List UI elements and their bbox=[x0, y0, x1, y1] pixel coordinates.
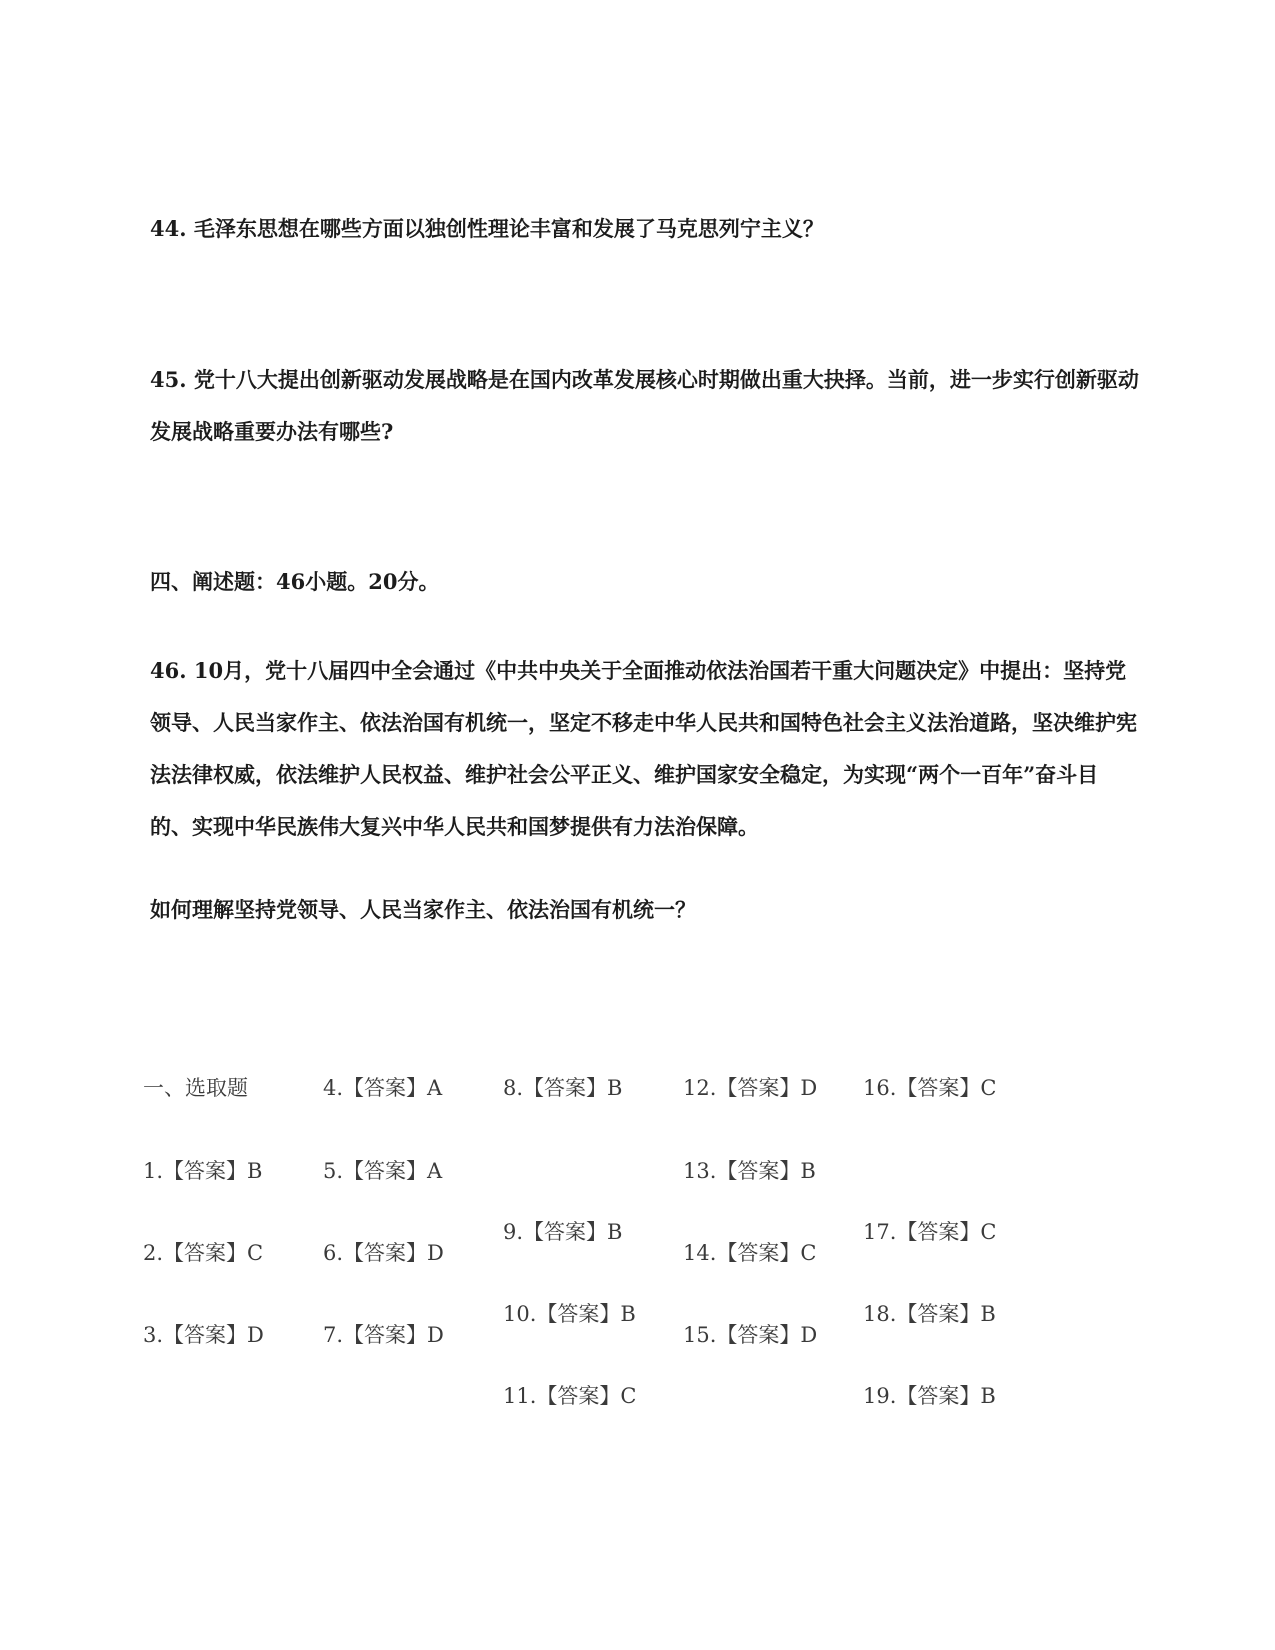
answer-item: 19.【答案】B bbox=[863, 1384, 996, 1408]
answer-item: 13.【答案】B bbox=[683, 1159, 816, 1183]
question-46-prompt: 如何理解坚持党领导、人民当家作主、依法治国有机统一？ bbox=[150, 897, 696, 922]
question-44: 44. 毛泽东思想在哪些方面以独创性理论丰富和发展了马克思列宁主义？ bbox=[150, 216, 824, 241]
answer-item: 9.【答案】B bbox=[503, 1220, 623, 1244]
answer-item: 16.【答案】C bbox=[863, 1076, 997, 1100]
answer-item: 11.【答案】C bbox=[503, 1384, 637, 1408]
answer-item: 14.【答案】C bbox=[683, 1241, 817, 1265]
section-heading-essay: 四、阐述题：46小题。20分。 bbox=[150, 569, 440, 594]
answer-item: 12.【答案】D bbox=[683, 1076, 818, 1100]
answer-item: 2.【答案】C bbox=[143, 1241, 264, 1265]
question-45: 45. 党十八大提出创新驱动发展战略是在国内改革发展核心时期做出重大抉择。当前，进一步实行创新驱动发展战略重要办法有哪些? bbox=[150, 367, 1139, 444]
answer-item: 1.【答案】B bbox=[143, 1159, 263, 1183]
answer-section-label: 一、选取题 bbox=[143, 1076, 248, 1100]
answer-item: 18.【答案】B bbox=[863, 1302, 996, 1326]
answer-item: 3.【答案】D bbox=[143, 1323, 264, 1347]
question-46-text: 46. 10月，党十八届四中全会通过《中共中央关于全面推动依法治国若干重大问题决定》中提出：坚持党领导、人民当家作主、依法治国有机统一，坚定不移走中华人民共和国特色社会主义法治道路，坚决维护宪法法律权威，依法维护人民权益、维护社会公平正义、维护国家安全稳定，为实现“两个一百年”奋斗目的、实现中华民族伟大复兴中华人民共和国梦提供有力法治保障。 bbox=[150, 658, 1137, 839]
answer-item: 8.【答案】B bbox=[503, 1076, 623, 1100]
answer-item: 17.【答案】C bbox=[863, 1220, 997, 1244]
answer-item: 6.【答案】D bbox=[323, 1241, 444, 1265]
answer-item: 10.【答案】B bbox=[503, 1302, 636, 1326]
answer-item: 5.【答案】A bbox=[323, 1159, 443, 1183]
answer-item: 4.【答案】A bbox=[323, 1076, 443, 1100]
answer-item: 7.【答案】D bbox=[323, 1323, 444, 1347]
answer-item: 15.【答案】D bbox=[683, 1323, 818, 1347]
